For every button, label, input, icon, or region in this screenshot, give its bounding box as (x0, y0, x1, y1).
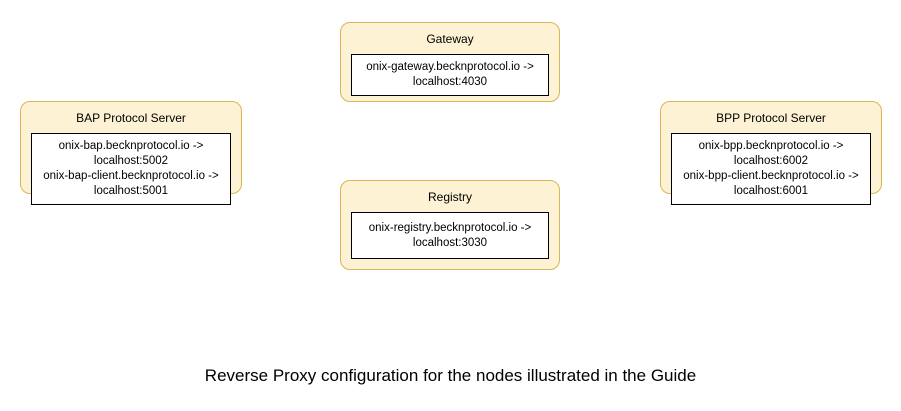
node-gateway[interactable] (340, 22, 560, 102)
diagram-caption: Reverse Proxy configuration for the nodes illustrated in the Guide (204, 366, 697, 385)
node-registry-mappings (351, 212, 549, 259)
node-registry-title: Registry (427, 190, 472, 204)
mapping-line: onix-bpp-client.becknprotocol.io -> (683, 170, 859, 182)
mapping-line: onix-bap.becknprotocol.io -> (58, 140, 204, 152)
node-registry[interactable] (340, 180, 560, 270)
mapping-line: localhost:5002 (93, 155, 169, 167)
mapping-line: localhost:6002 (733, 155, 809, 167)
node-gateway-mappings (351, 54, 549, 96)
node-bpp-protocol-server[interactable] (660, 101, 882, 197)
node-gateway-title: Gateway (426, 32, 474, 46)
node-bap-protocol-server-mappings (31, 133, 231, 205)
mapping-line: onix-gateway.becknprotocol.io -> (366, 61, 534, 73)
mapping-line: localhost:6001 (733, 185, 809, 197)
mapping-line: localhost:4030 (412, 76, 488, 88)
mapping-line: localhost:5001 (93, 185, 169, 197)
mapping-line: onix-registry.becknprotocol.io -> (368, 221, 532, 234)
mapping-line: onix-bpp.becknprotocol.io -> (698, 140, 844, 152)
mapping-line: localhost:3030 (412, 236, 488, 249)
node-bpp-protocol-server-mappings (671, 133, 871, 205)
mapping-line: onix-bap-client.becknprotocol.io -> (43, 170, 219, 182)
node-bpp-protocol-server-title: BPP Protocol Server (716, 111, 826, 125)
node-bap-protocol-server-title: BAP Protocol Server (76, 111, 186, 125)
node-bap-protocol-server[interactable] (20, 101, 242, 197)
